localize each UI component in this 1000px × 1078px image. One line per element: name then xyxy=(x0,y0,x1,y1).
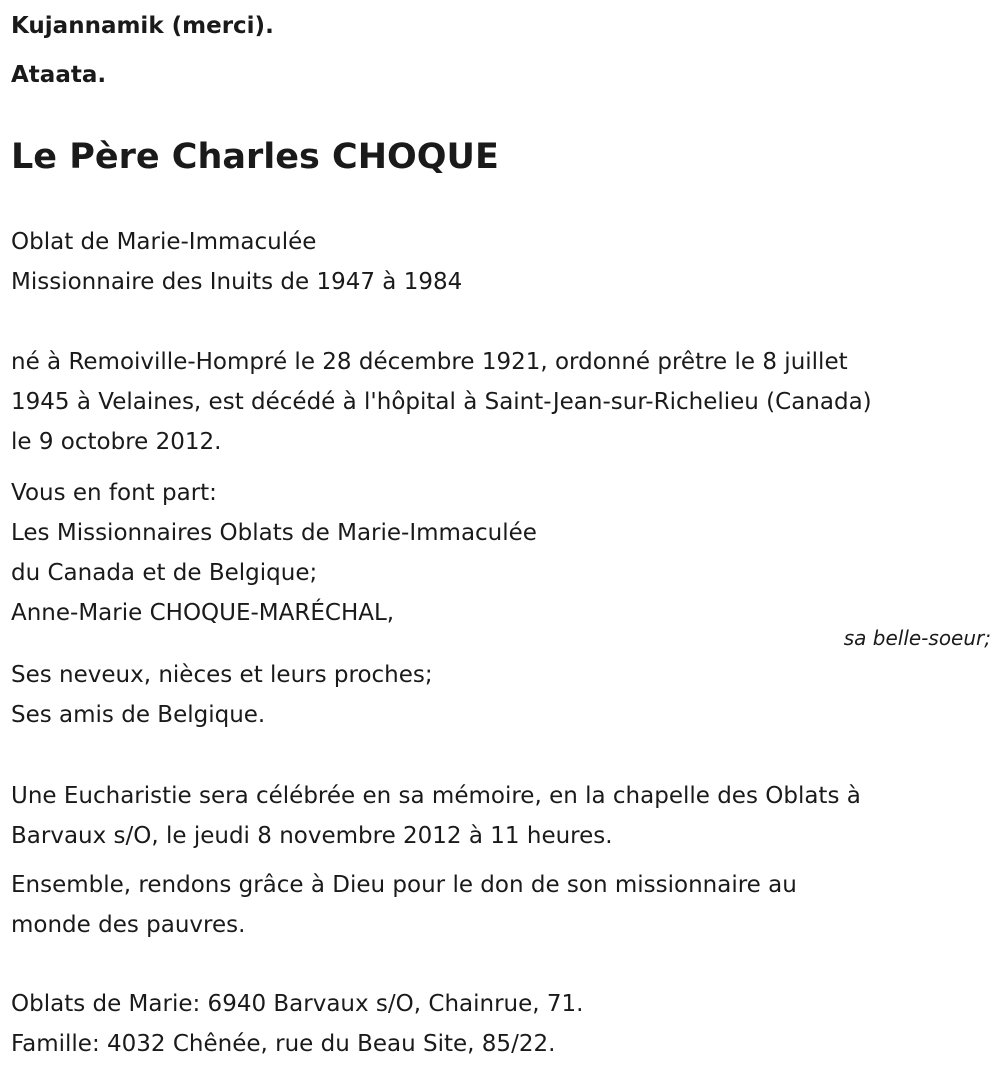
announce-line-1: Les Missionnaires Oblats de Marie-Immaculée xyxy=(11,520,537,546)
address-famille: Famille: 4032 Chênée, rue du Beau Site, 85/22. xyxy=(11,1031,556,1057)
subtitle-order: Oblat de Marie-Immaculée xyxy=(11,229,317,255)
announce-intro: Vous en font part: xyxy=(11,480,217,506)
ceremony-line-4: monde des pauvres. xyxy=(11,912,246,938)
announce-line-4: Ses neveux, nièces et leurs proches; xyxy=(11,662,433,688)
ceremony-line-3: Ensemble, rendons grâce à Dieu pour le don de son missionnaire au xyxy=(11,872,797,898)
announce-line-3: Anne-Marie CHOQUE-MARÉCHAL, xyxy=(11,600,395,626)
page-title: Le Père Charles CHOQUE xyxy=(11,137,499,177)
bio-line-3: le 9 octobre 2012. xyxy=(11,429,222,455)
header-line-ataata: Ataata. xyxy=(11,62,107,88)
bio-line-2: 1945 à Velaines, est décédé à l'hôpital à Saint-Jean-sur-Richelieu (Canada) xyxy=(11,389,872,415)
bio-line-1: né à Remoiville-Hompré le 28 décembre 1921, ordonné prêtre le 8 juillet xyxy=(11,349,848,375)
ceremony-line-1: Une Eucharistie sera célébrée en sa mémoire, en la chapelle des Oblats à xyxy=(11,783,861,809)
ceremony-line-2: Barvaux s/O, le jeudi 8 novembre 2012 à 11 heures. xyxy=(11,823,613,849)
announce-line-5: Ses amis de Belgique. xyxy=(11,702,266,728)
address-oblats: Oblats de Marie: 6940 Barvaux s/O, Chainrue, 71. xyxy=(11,991,584,1017)
header-line-merci: Kujannamik (merci). xyxy=(11,13,274,39)
announce-line-2: du Canada et de Belgique; xyxy=(11,560,318,586)
subtitle-mission: Missionnaire des Inuits de 1947 à 1984 xyxy=(11,269,463,295)
announce-relation: sa belle-soeur; xyxy=(843,626,991,650)
